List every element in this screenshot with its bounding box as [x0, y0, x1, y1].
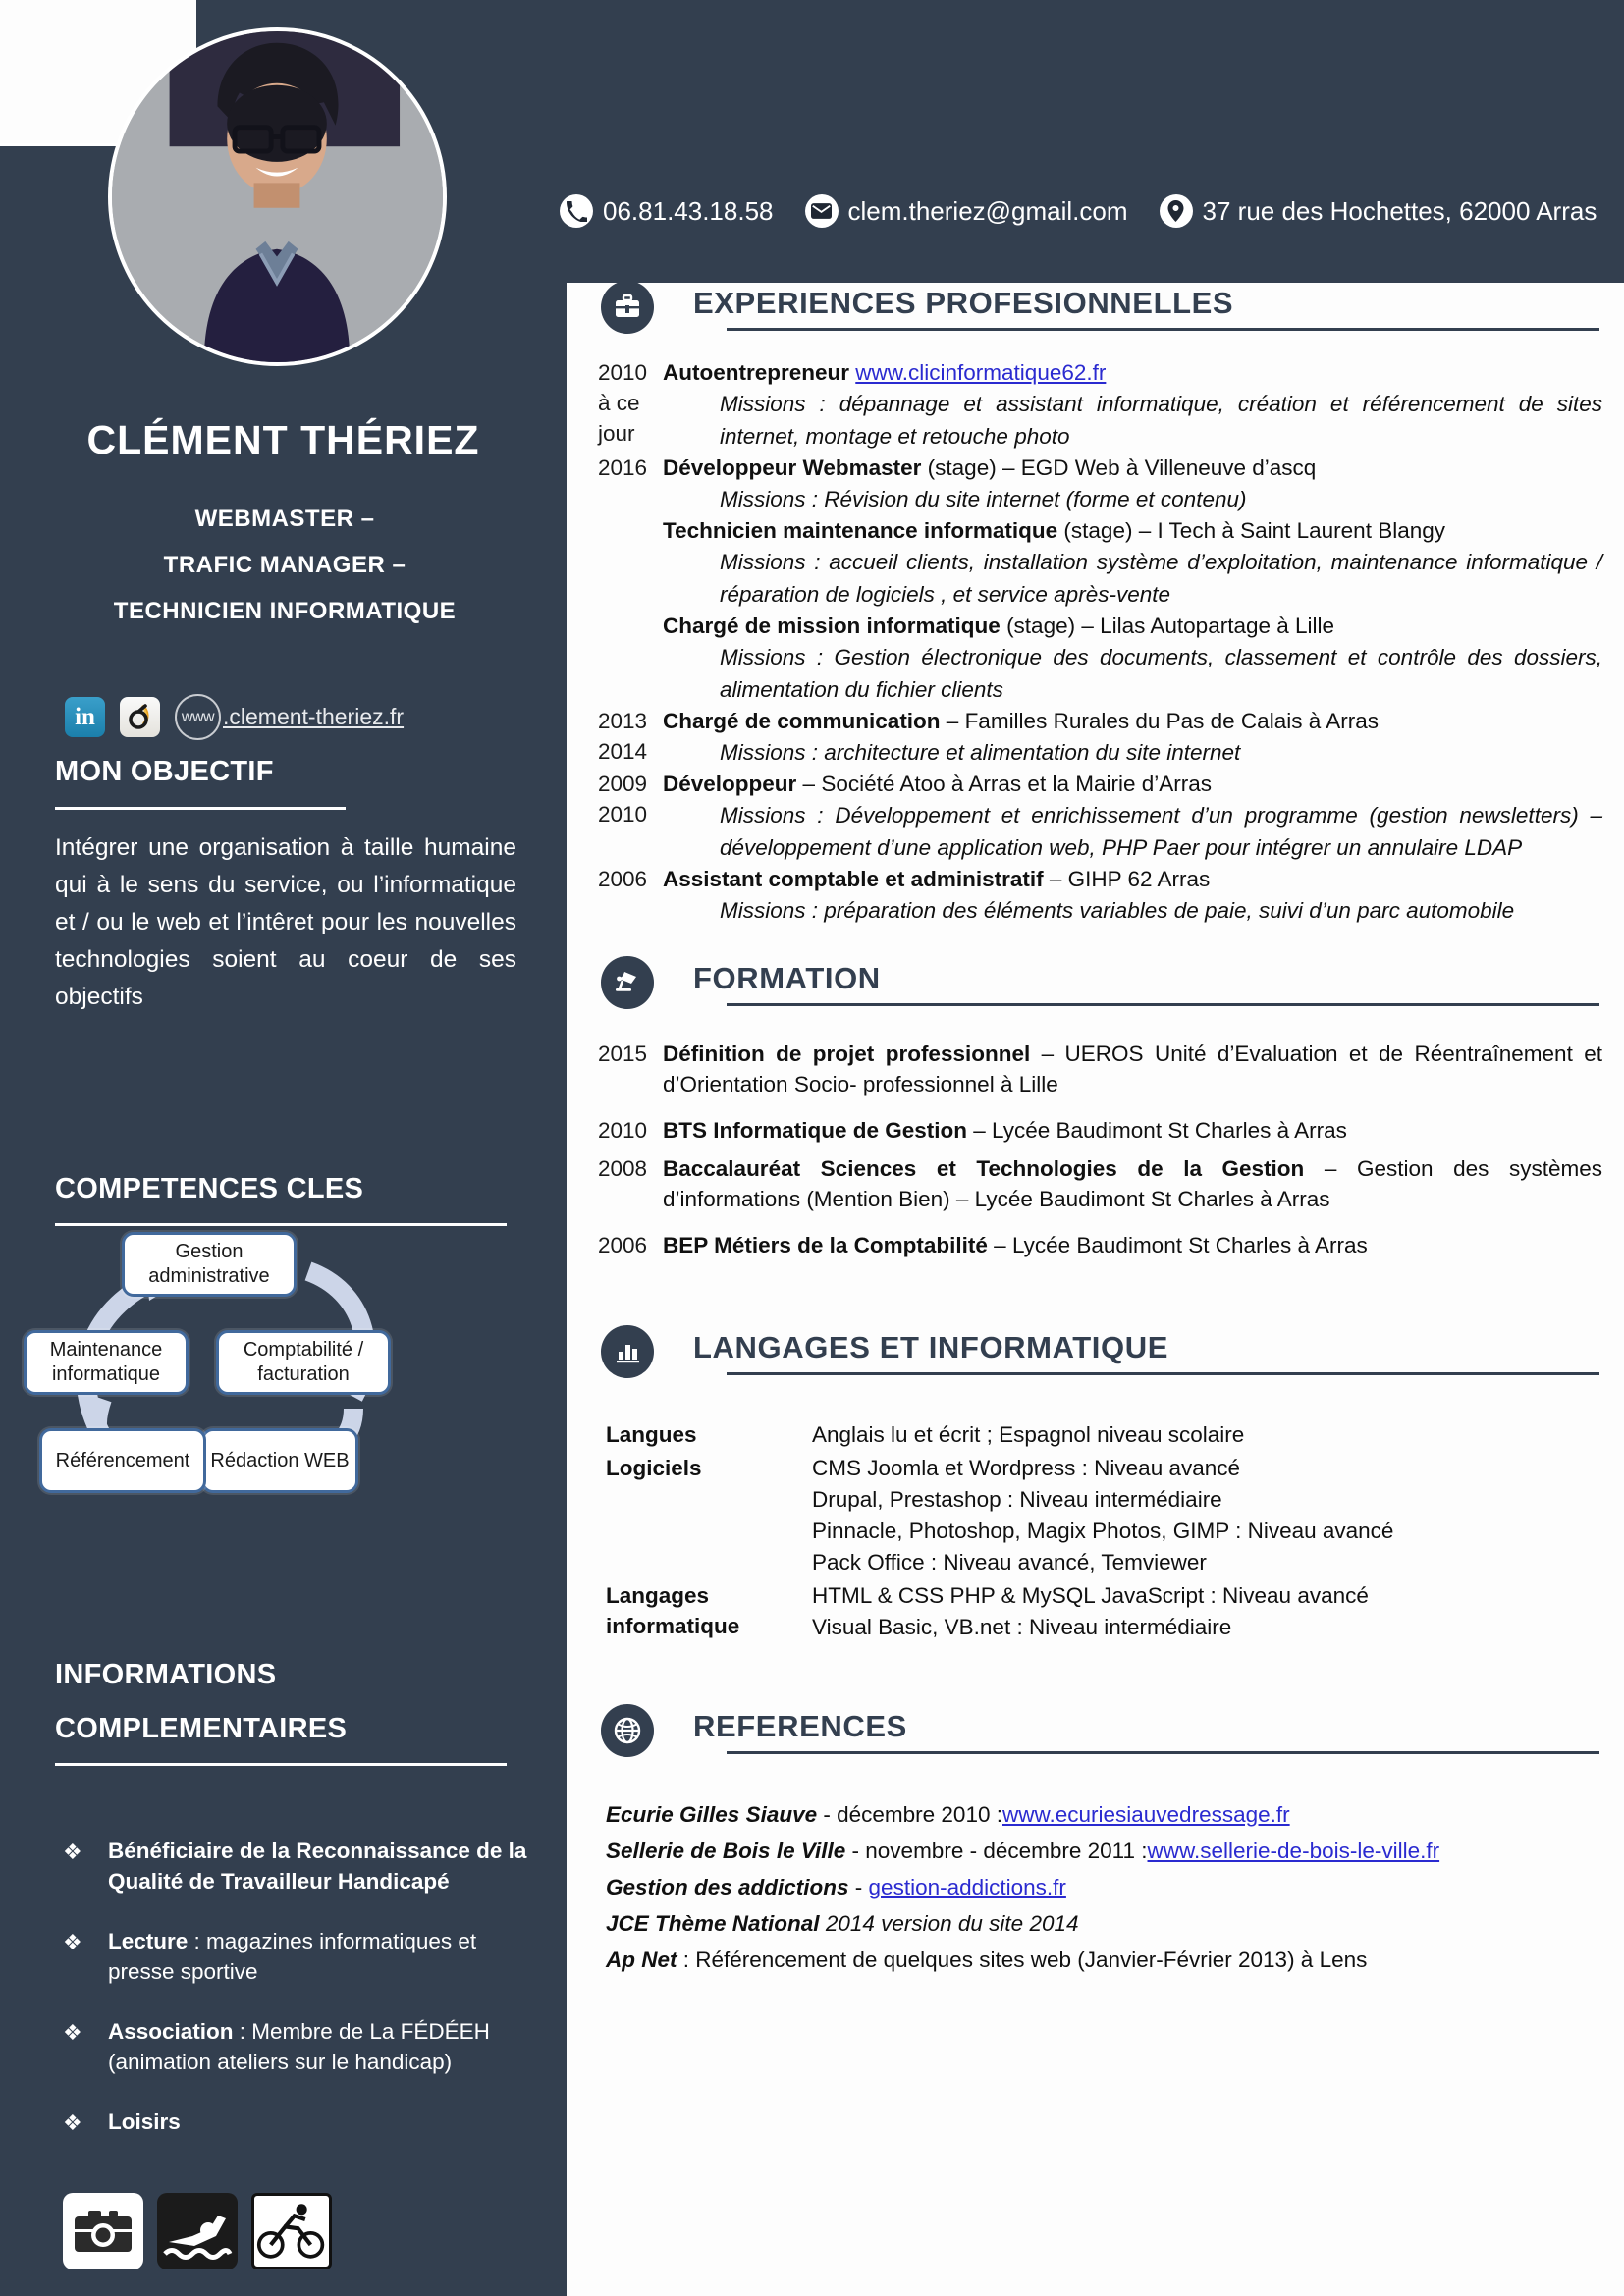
- experience-title-bold: Chargé de communication: [663, 709, 941, 733]
- experience-row: [567, 357, 1624, 453]
- competence-box-referencement: Référencement: [39, 1428, 206, 1493]
- section-header-formation: [601, 956, 1624, 1009]
- reference-name: Sellerie de Bois le Ville: [606, 1839, 846, 1863]
- experience-title-bold: Autoentrepreneur: [663, 360, 856, 385]
- reference-mid: - novembre - décembre 2011 :: [845, 1839, 1148, 1863]
- job-subtitle: [39, 496, 530, 634]
- informations-rule: [55, 1763, 507, 1766]
- informations-heading-1: INFORMATIONS: [55, 1659, 277, 1690]
- subtitle-line-1: WEBMASTER –: [194, 506, 375, 532]
- bullet-icon: ❖: [63, 1840, 82, 1864]
- globe-icon: [601, 1704, 654, 1757]
- experience-mission: Missions : dépannage et assistant informatique, création et référencement de sites internet, montage et retouche photo: [720, 392, 1602, 449]
- reference-row: [606, 1869, 1624, 1905]
- website-link[interactable]: .clement-theriez.fr: [223, 704, 405, 729]
- reference-link[interactable]: gestion-addictions.fr: [868, 1875, 1066, 1899]
- section-rule-langages: [727, 1372, 1599, 1375]
- experience-years: [567, 769, 663, 864]
- experience-title: [663, 453, 1602, 483]
- experience-years: [567, 706, 663, 769]
- info-bold-2: Association: [108, 2019, 234, 2044]
- experience-title-rest: – Familles Rurales du Pas de Calais à Arras: [940, 709, 1379, 733]
- bullet-icon: ❖: [63, 1930, 82, 1954]
- address-value: 37 rue des Hochettes, 62000 Arras: [1202, 195, 1597, 226]
- reference-mid: - décembre 2010 :: [817, 1802, 1002, 1827]
- reference-row: [606, 1942, 1624, 1978]
- envelope-icon: [805, 194, 839, 228]
- experience-mission: Missions : Gestion électronique des documents, classement et contrôle des dossiers, alimentation du fichier clients: [720, 645, 1602, 702]
- info-bold-0: Bénéficiaire de la Reconnaissance de la Qualité de Travailleur Handicapé: [108, 1839, 527, 1894]
- formation-title: [663, 1153, 1602, 1214]
- experience-mission: Missions : accueil clients, installation système d’exploitation, maintenance informatique / réparation de logiciels , et service après-vente: [720, 550, 1602, 607]
- year: jour: [598, 421, 635, 446]
- year: 2009: [598, 772, 648, 796]
- experience-title: [663, 611, 1602, 641]
- bullet-icon: ❖: [63, 2110, 82, 2135]
- competence-box-maintenance: Maintenance informatique: [24, 1330, 189, 1395]
- experience-row: [567, 706, 1624, 769]
- experience-years: [567, 453, 663, 515]
- main-content: [567, 283, 1624, 1978]
- references-list: [606, 1796, 1624, 1978]
- experience-row: [567, 769, 1624, 864]
- experience-title: [663, 706, 1602, 736]
- www-label: www: [181, 708, 215, 725]
- formation-title-rest: – UEROS Unité d’Evaluation et de Réentraînement et d’Orientation Socio- professionnel à Lille: [663, 1041, 1602, 1096]
- formation-year: 2008: [598, 1156, 648, 1181]
- sidebar: [0, 0, 567, 2296]
- reference-mid: -: [848, 1875, 869, 1899]
- experience-title: [663, 864, 1602, 894]
- bullet-icon: ❖: [63, 2020, 82, 2045]
- formation-title-bold: BEP Métiers de la Comptabilité: [663, 1233, 988, 1257]
- phone-icon: [560, 194, 593, 228]
- subtitle-line-2: TRAFIC MANAGER –: [163, 552, 406, 578]
- experience-years: [567, 357, 663, 453]
- experience-title: [663, 515, 1602, 546]
- formation-title: [663, 1115, 1602, 1146]
- competence-box-redaction: Rédaction WEB: [201, 1428, 358, 1493]
- section-header-langages: [601, 1325, 1624, 1378]
- lang-value: CMS Joomla et Wordpress : Niveau avancé: [812, 1456, 1241, 1480]
- objectif-rule: [55, 807, 346, 810]
- formation-year: 2006: [598, 1233, 648, 1257]
- linkedin-icon[interactable]: [65, 697, 105, 737]
- table-row: [606, 1419, 1624, 1451]
- info-rest-2: : Membre de La FÉDÉEH (animation ateliers sur le handicap): [108, 2019, 490, 2074]
- experience-title-rest: (stage) – Lilas Autopartage à Lille: [1000, 614, 1335, 638]
- section-title-references: REFERENCES: [693, 1709, 907, 1743]
- experience-row: [567, 864, 1624, 927]
- reference-row: [606, 1833, 1624, 1869]
- competence-box-comptabilite: Comptabilité / facturation: [216, 1330, 391, 1395]
- experience-title-rest: – GIHP 62 Arras: [1043, 867, 1211, 891]
- experience-title-rest: (stage) – EGD Web à Villeneuve d’ascq: [921, 455, 1317, 480]
- hobby-icons: [63, 2193, 346, 2269]
- reference-name: Ap Net: [606, 1948, 677, 1972]
- social-links: [65, 694, 404, 740]
- experience-link[interactable]: www.clicinformatique62.fr: [855, 360, 1107, 385]
- location-pin-icon: [1160, 194, 1193, 228]
- reference-name: Gestion des addictions: [606, 1875, 849, 1899]
- formation-title-bold: Baccalauréat Sciences et Technologies de la Gestion: [663, 1156, 1305, 1181]
- formation-row: [567, 1230, 1624, 1260]
- year: 2013: [598, 709, 648, 733]
- year: 2014: [598, 739, 648, 764]
- year: 2010: [598, 360, 648, 385]
- year: à ce: [598, 391, 640, 415]
- reference-row: [606, 1905, 1624, 1942]
- experience-row: [567, 453, 1624, 515]
- experience-mission: Missions : Développement et enrichissement d’un programme (gestion newsletters) – développement d’une application web, PHP Paer pour intégrer un annulaire LDAP: [720, 803, 1602, 860]
- avatar-photo: [112, 31, 443, 362]
- section-title-formation: FORMATION: [693, 961, 881, 995]
- list-item: [55, 2107, 536, 2137]
- viadeo-icon[interactable]: [120, 697, 160, 737]
- avatar: [108, 27, 447, 366]
- section-title-experiences: EXPERIENCES PROFESIONNELLES: [693, 286, 1234, 320]
- experience-title-bold: Chargé de mission informatique: [663, 614, 1001, 638]
- briefcase-icon: [601, 281, 654, 334]
- swimming-icon: [157, 2193, 238, 2269]
- year: 2006: [598, 867, 648, 891]
- reference-name: Ecurie Gilles Siauve: [606, 1802, 818, 1827]
- competences-diagram: [29, 1232, 540, 1536]
- formation-row: [567, 1153, 1624, 1214]
- experience-title: [663, 769, 1602, 799]
- experience-list: [567, 357, 1624, 927]
- langages-table: [606, 1419, 1624, 1643]
- email-value: clem.theriez@gmail.com: [847, 195, 1128, 226]
- list-item: [55, 1926, 536, 1987]
- lang-value: Anglais lu et écrit ; Espagnol niveau scolaire: [812, 1422, 1245, 1447]
- experience-mission: Missions : Révision du site internet (forme et contenu): [720, 487, 1247, 511]
- experience-title-rest: – Société Atoo à Arras et la Mairie d’Arras: [796, 772, 1212, 796]
- table-row: [606, 1580, 1624, 1643]
- formation-title-bold: BTS Informatique de Gestion: [663, 1118, 968, 1143]
- formation-title-bold: Définition de projet professionnel: [663, 1041, 1031, 1066]
- lang-value: HTML & CSS PHP & MySQL JavaScript : Niveau avancé: [812, 1583, 1369, 1608]
- section-title-langages: LANGAGES ET INFORMATIQUE: [693, 1330, 1168, 1364]
- section-rule-experiences: [727, 328, 1599, 331]
- desk-lamp-icon: [601, 956, 654, 1009]
- list-item: [55, 2016, 536, 2077]
- lang-key: Langages informatique: [606, 1583, 740, 1638]
- competence-box-gestion: Gestion administrative: [122, 1232, 297, 1297]
- section-header-references: [601, 1704, 1624, 1757]
- experience-mission: Missions : préparation des éléments variables de paie, suivi d’un parc automobile: [720, 898, 1515, 923]
- camera-icon: [63, 2193, 143, 2269]
- experience-row: [567, 515, 1624, 611]
- formation-row: [567, 1039, 1624, 1099]
- lang-value: Drupal, Prestashop : Niveau intermédiaire: [812, 1487, 1222, 1512]
- lang-key: Logiciels: [606, 1456, 702, 1480]
- objectif-text: Intégrer une organisation à taille humaine qui à le sens du service, ou l’informatique et / ou le web et l’intêret pour les nouvelles technologies soient au coeur de ses objectifs: [55, 834, 516, 1010]
- reference-mid: : Référencement de quelques sites web (Janvier-Février 2013) à Lens: [677, 1948, 1368, 1972]
- formation-title: [663, 1230, 1602, 1260]
- competences-heading: COMPETENCES CLES: [55, 1173, 364, 1204]
- experience-title-bold: Développeur Webmaster: [663, 455, 922, 480]
- list-item: [55, 1836, 536, 1896]
- year: 2016: [598, 455, 648, 480]
- formation-row: [567, 1115, 1624, 1146]
- experience-title-bold: Assistant comptable et administratif: [663, 867, 1044, 891]
- experience-row: [567, 611, 1624, 706]
- experience-title-bold: Technicien maintenance informatique: [663, 518, 1058, 543]
- formation-year: 2015: [598, 1041, 648, 1066]
- competences-rule: [55, 1223, 507, 1226]
- lang-value: Pack Office : Niveau avancé, Temviewer: [812, 1550, 1207, 1575]
- experience-years: [567, 864, 663, 927]
- informations-list: [55, 1836, 536, 2166]
- phone-value: 06.81.43.18.58: [603, 195, 774, 226]
- lang-value: Visual Basic, VB.net : Niveau intermédiaire: [812, 1615, 1232, 1639]
- contact-bar: [560, 187, 1597, 236]
- info-bold-1: Lecture: [108, 1929, 189, 1953]
- experience-mission: Missions : architecture et alimentation du site internet: [720, 740, 1241, 765]
- info-bold-3: Loisirs: [108, 2109, 181, 2134]
- www-icon: [175, 694, 221, 740]
- lang-value: Pinnacle, Photoshop, Magix Photos, GIMP : Niveau avancé: [812, 1519, 1394, 1543]
- formation-list: [567, 1039, 1624, 1260]
- reference-link[interactable]: www.ecuriesiauvedressage.fr: [1001, 1802, 1290, 1827]
- table-row: [606, 1453, 1624, 1578]
- reference-link[interactable]: www.sellerie-de-bois-le-ville.fr: [1147, 1839, 1440, 1863]
- section-header-experiences: [601, 281, 1624, 334]
- reference-name: JCE Thème National: [606, 1911, 820, 1936]
- page-title: CLÉMENT THÉRIEZ: [86, 417, 480, 462]
- formation-title-rest: – Gestion des systèmes d’informations (Mention Bien) – Lycée Baudimont St Charles à Arras: [663, 1156, 1603, 1211]
- year: 2010: [598, 802, 648, 827]
- experience-title-bold: Développeur: [663, 772, 797, 796]
- experience-title-rest: (stage) – I Tech à Saint Laurent Blangy: [1057, 518, 1445, 543]
- info-rest-1: : magazines informatiques et presse sportive: [108, 1929, 477, 1984]
- reference-row: [606, 1796, 1624, 1833]
- informations-heading-2: COMPLEMENTAIRES: [55, 1713, 348, 1744]
- experience-title: [663, 357, 1602, 388]
- cycling-icon: [251, 2193, 332, 2269]
- subtitle-line-3: TECHNICIEN INFORMATIQUE: [113, 598, 457, 624]
- formation-year: 2010: [598, 1118, 648, 1143]
- lang-key: Langues: [606, 1422, 697, 1447]
- section-rule-references: [727, 1751, 1599, 1754]
- linkedin-label: in: [75, 703, 95, 730]
- formation-title-rest: – Lycée Baudimont St Charles à Arras: [987, 1233, 1368, 1257]
- formation-title: [663, 1039, 1602, 1099]
- reference-tail: 2014 version du site 2014: [819, 1911, 1079, 1936]
- section-rule-formation: [727, 1003, 1599, 1006]
- formation-title-rest: – Lycée Baudimont St Charles à Arras: [967, 1118, 1347, 1143]
- bar-chart-icon: [601, 1325, 654, 1378]
- objectif-heading: MON OBJECTIF: [55, 756, 274, 787]
